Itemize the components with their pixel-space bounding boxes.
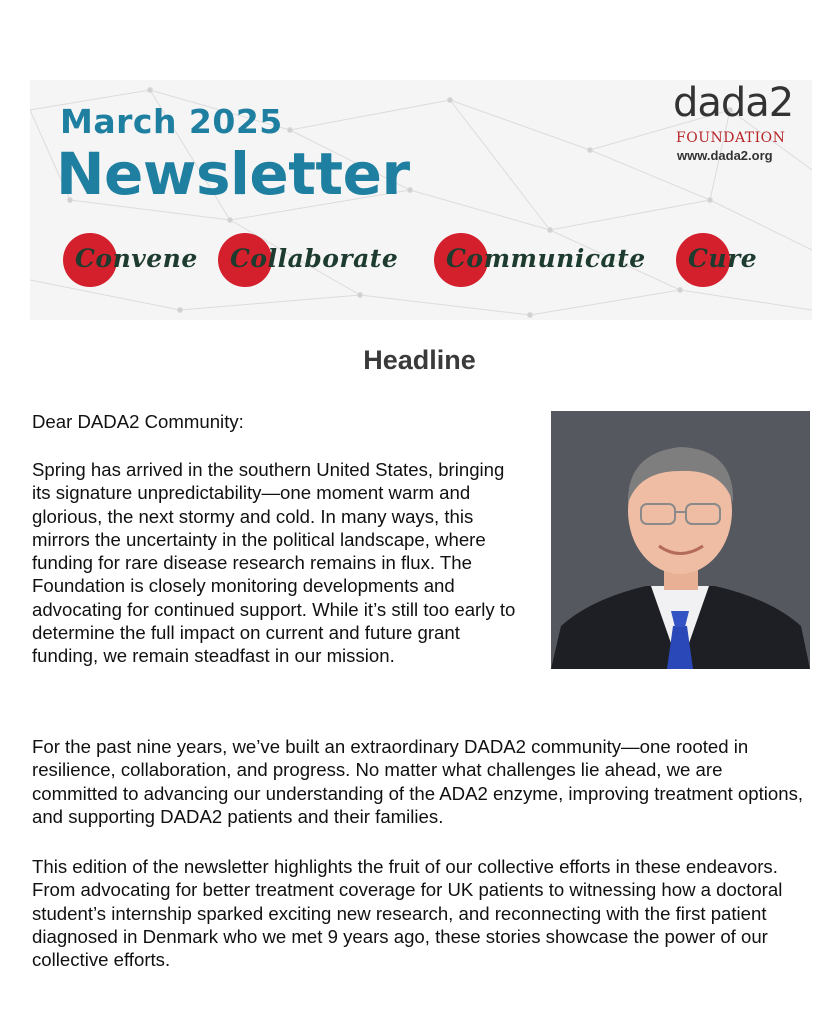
logo-name: dada2 [673, 80, 794, 126]
body-paragraph: Spring has arrived in the southern United States, bringing its signature unpredictability—one moment warm and glorious, the next stormy and cold. In many ways, this mirrors the uncertainty in the political landscape, where funding for rare disease research remains in flux. The Foundation is closely monitoring developments and advocating for continued support. While it’s still too early to determine the full impact on current and future grant funding, we remain steadfast in our mission. [32, 459, 516, 667]
issue-month: March 2025 [60, 102, 283, 141]
body-paragraph: For the past nine years, we’ve built an extraordinary DADA2 community—one rooted in resilience, collaboration, and progress. No matter what challenges lie ahead, we are committed to advancing our understanding of the ADA2 enzyme, improving treatment options, and supporting DADA2 patients and their families. [32, 736, 804, 827]
logo-url: www.dada2.org [677, 148, 773, 163]
pillar-label: Collaborate [230, 244, 399, 273]
headline: Headline [363, 345, 476, 375]
portrait-illustration [551, 411, 810, 669]
author-portrait [551, 411, 810, 669]
pillar-label: Cure [688, 244, 758, 273]
greeting: Dear DADA2 Community: [32, 411, 244, 432]
newsletter-banner [30, 80, 812, 320]
body-paragraph: This edition of the newsletter highlights the fruit of our collective efforts in these endeavors. From advocating for better treatment coverage for UK patients to witnessing how a doctoral student’s internship sparked exciting new research, and reconnecting with the first patient diagnosed in Denmark who we met 9 years ago, these stories showcase the power of our collective efforts. [32, 856, 783, 971]
pillar-label: Communicate [446, 244, 646, 273]
newsletter-title: Newsletter [56, 140, 410, 208]
logo-subtitle: FOUNDATION [676, 130, 786, 146]
pillar-label: Convene [75, 244, 198, 273]
